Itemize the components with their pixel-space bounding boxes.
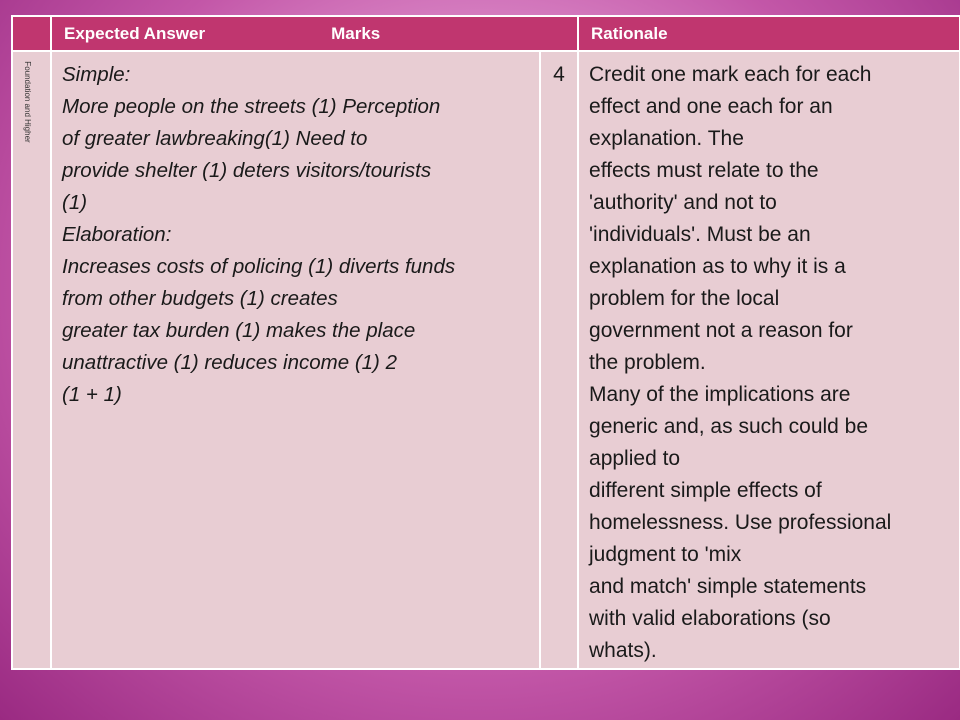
marks-value: 4 <box>553 63 565 86</box>
table-body-row <box>12 51 960 669</box>
rationale-line: judgment to 'mix <box>589 543 742 566</box>
rationale-line: 'individuals'. Must be an <box>589 223 811 246</box>
answer-line: of greater lawbreaking(1) Need to <box>62 127 368 150</box>
rationale-line: and match' simple statements <box>589 575 867 598</box>
side-label: Foundation and Higher <box>22 61 32 143</box>
answer-line: greater tax burden (1) makes the place <box>62 319 416 342</box>
rationale-line: with valid elaborations (so <box>589 607 831 630</box>
answer-line: More people on the streets (1) Perception <box>62 95 441 118</box>
rationale-line: government not a reason for <box>589 319 853 342</box>
answer-line: provide shelter (1) deters visitors/tourists <box>62 159 432 182</box>
rationale-line: generic and, as such could be <box>589 415 869 438</box>
answer-line: Increases costs of policing (1) diverts funds <box>62 255 456 278</box>
header-expected-answer-and-marks <box>51 16 578 51</box>
rationale-line: effects must relate to the <box>589 159 819 182</box>
answer-line: (1) <box>62 191 88 214</box>
rationale-line: different simple effects of <box>589 479 822 502</box>
expected-answer-cell <box>51 51 540 669</box>
header-corner-cell <box>12 16 51 51</box>
mark-scheme-table <box>11 15 960 670</box>
rationale-line: effect and one each for an <box>589 95 833 118</box>
rationale-line: applied to <box>589 447 681 470</box>
table-header-row <box>12 16 960 51</box>
rationale-text <box>579 52 959 667</box>
header-expected-answer: Expected Answer <box>64 23 206 43</box>
side-label-cell <box>12 51 51 669</box>
answer-line: Elaboration: <box>62 223 172 246</box>
answer-line: from other budgets (1) creates <box>62 287 338 310</box>
rationale-line: 'authority' and not to <box>589 191 777 214</box>
rationale-line: Many of the implications are <box>589 383 851 406</box>
rationale-line: Credit one mark each for each <box>589 63 872 86</box>
marks-cell <box>540 51 578 669</box>
rationale-line: the problem. <box>589 351 706 374</box>
rationale-line: explanation. The <box>589 127 744 150</box>
answer-line: (1 + 1) <box>62 383 122 406</box>
expected-answer-text <box>52 52 539 411</box>
rationale-line: whats). <box>589 639 657 662</box>
header-marks: Marks <box>331 23 381 43</box>
header-rationale: Rationale <box>578 16 960 51</box>
rationale-line: problem for the local <box>589 287 780 310</box>
answer-line: unattractive (1) reduces income (1) 2 <box>62 351 397 374</box>
rationale-line: explanation as to why it is a <box>589 255 846 278</box>
answer-line: Simple: <box>62 63 131 86</box>
rationale-cell <box>578 51 960 669</box>
rationale-line: homelessness. Use professional <box>589 511 892 534</box>
